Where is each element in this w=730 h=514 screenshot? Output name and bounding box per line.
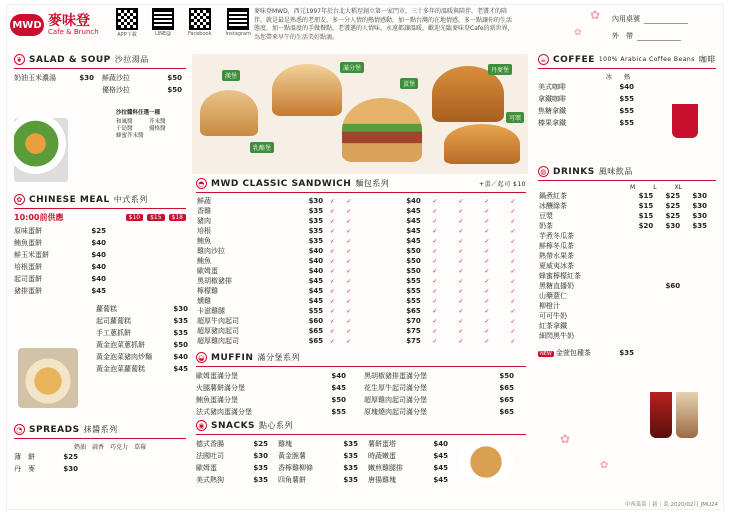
menu-item[interactable]: 鍋煮紅茶 $15 $25 $30 — [539, 192, 707, 200]
menu-item[interactable]: $55 ✓ ✓ ✓ ✓ — [406, 297, 516, 305]
menu-item[interactable]: $50 ✓ ✓ ✓ ✓ — [406, 267, 516, 275]
menu-item[interactable]: 美式咖啡 $40 — [538, 83, 634, 91]
dressing-title: 沙拉醬料任選一種 — [116, 110, 161, 116]
menu-item[interactable]: 夏威夷冰茶 — [539, 262, 574, 270]
nuggets-photo — [458, 442, 514, 482]
sandwich-table-right — [365, 196, 526, 346]
menu-item[interactable]: $70 ✓ ✓ ✓ ✓ — [406, 317, 516, 325]
footer-note: 中西菜系｜新｜菜 2020/02月 JMU24 — [624, 502, 718, 508]
menu-item[interactable]: 鮪魚蛋餅 $40 — [14, 239, 106, 247]
menu-item[interactable]: $65 ✓ ✓ ✓ ✓ — [406, 307, 516, 315]
milk-tea-photo — [676, 392, 698, 438]
menu-item[interactable]: $40 ✓ ✓ ✓ ✓ — [406, 197, 516, 205]
menu-item[interactable]: 歐姆蛋 $35 — [196, 464, 268, 472]
menu-item[interactable]: 檸檬雞 $45 ✓ ✓ — [197, 287, 352, 295]
menu-item[interactable]: 蘿蔔糕 $30 — [96, 305, 188, 313]
coffee-title-zh: 咖啡 — [698, 55, 716, 64]
bread-icon: ◔ — [14, 424, 25, 435]
menu-item[interactable]: 榛果拿鐵 $55 — [538, 119, 634, 127]
menu-item[interactable]: 雞塊 $35 — [278, 440, 358, 448]
menu-item[interactable]: 卡滋雞腿 $55 ✓ ✓ — [197, 307, 352, 315]
menu-item[interactable]: 培根蛋餅 $40 — [14, 263, 106, 271]
menu-item[interactable]: 黃金泡菜豬肉炒麵 $40 — [96, 353, 188, 361]
flower-icon: ✿ — [574, 28, 582, 38]
menu-item[interactable]: 超厚雞肉起司滿分堡 $65 — [364, 396, 514, 404]
flower-icon: ✿ — [600, 460, 609, 471]
menu-item[interactable]: 黃金泡菜蘿蔔糕 $45 — [96, 365, 188, 373]
addon-price: $10 — [126, 214, 143, 221]
menu-item[interactable]: 鮮蔬沙拉 $50 — [102, 74, 182, 82]
qr-instagram[interactable]: Instagram — [226, 8, 251, 38]
menu-item[interactable]: 起司蘿蔔糕 $35 — [96, 317, 188, 325]
menu-item[interactable]: 柳橙汁 — [539, 302, 560, 310]
qr-codes — [116, 8, 251, 38]
spreads-section: ◔ SPREADS 抹醬系列 奶油 蒜香 巧克力 草莓 薄 餅 $25 丹 麥 $30 — [14, 424, 186, 475]
menu-item[interactable]: 歐姆蛋滿分堡 $40 — [196, 372, 346, 380]
menu-item[interactable]: 鮪魚 $35 ✓ ✓ — [197, 237, 352, 245]
brand-intro: 麥味登MWD，西元1997年於台北大稻埕創立第一家門市，三十多年的溫暖與陪伴，老饕才的陪伴，就是最是熟悉的老朋友。多一分人情的熱情感動，加一點台灣的在地情感，多一點讓你的生活態度，加一點溫度的手做餐點，老饕邁的人情味，永遠都讓溫暖，歡迎光臨麥味登Cafe的新世界，為您帶來早午的生活美好點滴。 — [254, 8, 514, 41]
menu-item[interactable]: 培根 $35 ✓ ✓ — [197, 227, 352, 235]
menu-item[interactable]: 可可牛奶 — [539, 312, 567, 320]
menu-item[interactable]: 豬排蛋餅 $45 — [14, 287, 106, 295]
menu-item[interactable]: 熱帶水果茶 — [539, 252, 574, 260]
table-fields — [612, 10, 688, 44]
menu-item[interactable]: 芋煮冬瓜茶 — [539, 232, 574, 240]
sandwich-note: +蛋／起司 $10 — [479, 181, 526, 188]
menu-item[interactable]: 法式豬肉蛋滿分堡 $55 — [196, 408, 346, 416]
menu-item[interactable]: 德式香腸 $25 — [196, 440, 268, 448]
menu-item[interactable]: 黑胡椒豬排 $45 ✓ ✓ — [197, 277, 352, 285]
addon-price: $18 — [169, 214, 186, 221]
coffee-subtitle: 100% Arabica Coffee Beans — [598, 56, 695, 63]
salad-photo — [14, 118, 68, 182]
menu-item[interactable]: 鮮檸冬瓜茶 — [539, 242, 574, 250]
menu-item[interactable]: 原味蛋餅 $25 — [14, 227, 106, 235]
menu-item[interactable]: NEW 金萱包種茶 $35 — [540, 349, 634, 357]
pancake-photo — [18, 348, 78, 408]
drinks-section: ◍ DRINKS 風味飲品 M L XL 鍋煮紅茶 $15 $25 $30 冰釀綠茶 $15 $25 $30 豆漿 $15 $25 $30 奶茶 $20 $30 $35 芋煮冬瓜茶 鮮檸冬瓜茶 熱帶水果茶 夏威夷冰茶 蜂蜜檸檬紅茶 黑糖直播奶 $60 山藥薏仁 柳橙汁 可可牛奶 紅茶拿鐵 細閃黑牛奶 NEW 金萱包種茶 $35 — [538, 166, 716, 359]
menu-item[interactable]: 黃金脆薯 $35 — [278, 452, 358, 460]
menu-item[interactable]: 奶油玉米濃湯 $30 — [14, 74, 94, 82]
coffee-icon: ☕ — [538, 54, 549, 65]
menu-item[interactable]: 香雞 $35 ✓ ✓ — [197, 207, 352, 215]
menu-item[interactable]: 薄 餅 $25 — [14, 453, 78, 461]
hero-tag: 可頌 — [506, 112, 524, 123]
menu-item[interactable]: 鮮玉米蛋餅 $40 — [14, 251, 106, 259]
menu-item[interactable]: 冰釀綠茶 $15 $25 $30 — [539, 202, 707, 210]
menu-item[interactable]: 手工蔥抓餅 $35 — [96, 329, 188, 337]
takeout-label: 外 帶 — [612, 31, 633, 40]
takeout-field[interactable] — [637, 31, 681, 41]
menu-item[interactable]: 嫩煎雞腿排 $45 — [368, 464, 448, 472]
menu-item[interactable]: 鮪魚 $40 ✓ ✓ — [197, 257, 352, 265]
mwd-logo: MWD — [10, 14, 44, 36]
sandwich-section — [196, 178, 526, 346]
chinese-title-zh: 中式系列 — [113, 195, 148, 204]
menu-item[interactable]: $75 ✓ ✓ ✓ ✓ — [406, 337, 516, 345]
menu-item[interactable]: $50 ✓ ✓ ✓ ✓ — [406, 247, 516, 255]
menu-item[interactable]: 蜂蜜檸檬紅茶 — [539, 272, 581, 280]
addon-price: $15 — [147, 214, 164, 221]
brand — [10, 14, 99, 36]
sandwich-table-left — [196, 196, 357, 346]
hero-tag: 漢堡 — [222, 70, 240, 81]
menu-item[interactable]: 時蔬嫩蛋 $45 — [368, 452, 448, 460]
menu-item[interactable]: $75 ✓ ✓ ✓ ✓ — [406, 327, 516, 335]
qr-line[interactable]: LINE@ — [152, 8, 174, 38]
menu-item[interactable]: $45 ✓ ✓ ✓ ✓ — [406, 217, 516, 225]
dressing-list: 沙拉醬料任選一種 和風醬 芥末醬 千島醬 優格醬 蜂蜜芥末醬 — [116, 110, 176, 140]
dine-in-label: 內用桌號 — [612, 14, 640, 23]
menu-item[interactable]: 原塊燒肉起司滿分堡 $65 — [364, 408, 514, 416]
dine-in-field[interactable] — [644, 14, 688, 24]
menu-item[interactable]: 優格沙拉 $50 — [102, 86, 182, 94]
menu-item[interactable]: 超厚豬肉起司 $65 ✓ ✓ — [197, 327, 352, 335]
menu-item[interactable]: 薯餅蛋塔 $40 — [368, 440, 448, 448]
menu-item[interactable]: 四角薯餅 $35 — [278, 476, 358, 484]
sandwich-icon: ◓ — [196, 178, 207, 189]
chinese-title: CHINESE MEAL — [29, 194, 110, 205]
salad-title-zh: 沙拉湯品 — [114, 55, 149, 64]
sandwich-title: MWD CLASSIC SANDWICH — [211, 178, 352, 189]
brand-name-zh: 麥味登 — [48, 13, 90, 29]
menu-item[interactable]: $55 ✓ ✓ ✓ ✓ — [406, 277, 516, 285]
menu-item[interactable]: 細閃黑牛奶 — [539, 332, 574, 340]
menu-item[interactable]: $50 ✓ ✓ ✓ ✓ — [406, 257, 516, 265]
menu-item[interactable]: 黑糖直播奶 $60 — [539, 282, 681, 290]
menu-item[interactable]: 美式熱狗 $35 — [196, 476, 268, 484]
snacks-title: SNACKS — [211, 420, 256, 431]
menu-item[interactable]: 黑胡椒豬排蛋滿分堡 $50 — [364, 372, 514, 380]
spreads-title: SPREADS — [29, 424, 80, 435]
menu-item[interactable]: 法國吐司 $30 — [196, 452, 268, 460]
menu-item[interactable]: 鮮蔬 $30 ✓ ✓ — [197, 197, 352, 205]
qr-app[interactable]: APP下載 — [116, 8, 138, 38]
menu-item[interactable]: 丹 麥 $30 — [14, 465, 78, 473]
snack-icon: ◉ — [196, 420, 207, 431]
menu-item[interactable]: $45 ✓ ✓ ✓ ✓ — [406, 207, 516, 215]
menu-item[interactable]: 超厚雞肉起司 $65 ✓ ✓ — [197, 337, 352, 345]
menu-item[interactable]: 焦糖拿鐵 $55 — [538, 107, 634, 115]
drinks-table — [538, 191, 708, 341]
menu-item[interactable]: 紅茶拿鐵 — [539, 322, 567, 330]
menu-item[interactable]: 歐姆蛋 $40 ✓ ✓ — [197, 267, 352, 275]
muffin-title-zh: 滿分堡系列 — [257, 353, 300, 362]
menu-item[interactable]: 燻雞 $45 ✓ ✓ — [197, 297, 352, 305]
drink-icon: ◍ — [538, 166, 549, 177]
menu-item[interactable]: 黃金泡菜蔥抓餅 $50 — [96, 341, 188, 349]
flower-icon: ✿ — [560, 432, 571, 446]
drinks-title-zh: 風味飲品 — [598, 167, 633, 176]
menu-item[interactable]: 超厚牛肉起司 $60 ✓ ✓ — [197, 317, 352, 325]
salad-title: SALAD & SOUP — [29, 54, 111, 65]
muffin-icon: ◒ — [196, 352, 207, 363]
leaf-icon: ❦ — [14, 54, 25, 65]
serving-time: 10:00前供應 — [14, 213, 64, 222]
menu-item[interactable]: 花生厚牛起司滿分堡 $65 — [364, 384, 514, 392]
brand-name-en: Cafe & Brunch — [48, 28, 99, 36]
menu-item[interactable]: 豆漿 $15 $25 $30 — [539, 212, 707, 220]
drinks-title: DRINKS — [553, 166, 595, 177]
snacks-section — [196, 420, 526, 486]
menu-item[interactable]: 拿鐵咖啡 $55 — [538, 95, 634, 103]
coffee-title: COFFEE — [553, 54, 595, 65]
menu-item[interactable]: $45 ✓ ✓ ✓ ✓ — [406, 237, 516, 245]
hero-tag: 蛋堡 — [400, 78, 418, 89]
salad-section — [14, 54, 186, 96]
menu-item[interactable]: $45 ✓ ✓ ✓ ✓ — [406, 227, 516, 235]
sandwich-hero-photo — [192, 54, 528, 174]
menu-item[interactable]: 山藥薏仁 — [539, 292, 567, 300]
menu-item[interactable]: 奶茶 $20 $30 $35 — [539, 222, 707, 230]
hero-tag: 滿分堡 — [340, 62, 364, 73]
spreads-title-zh: 抹醬系列 — [83, 425, 118, 434]
snacks-title-zh: 點心系列 — [259, 421, 294, 430]
flower-icon: ✿ — [14, 194, 25, 205]
flower-icon: ✿ — [590, 8, 601, 22]
muffin-title: MUFFIN — [211, 352, 254, 363]
menu-item[interactable]: 香檸雞柳條 $35 — [278, 464, 358, 472]
qr-facebook[interactable]: Facebook — [188, 8, 212, 38]
menu-item[interactable]: $55 ✓ ✓ ✓ ✓ — [406, 287, 516, 295]
menu-item[interactable]: 鮪魚蛋滿分堡 $50 — [196, 396, 346, 404]
menu-item[interactable]: 唐揚雞塊 $45 — [368, 476, 448, 484]
sandwich-title-zh: 麵包系列 — [355, 179, 390, 188]
iced-tea-photo — [650, 392, 672, 438]
menu-item[interactable]: 雞肉沙拉 $40 ✓ ✓ — [197, 247, 352, 255]
coffee-section: ☕ COFFEE 100% Arabica Coffee Beans 咖啡 冰 熱 美式咖啡 $40 拿鐵咖啡 $55 焦糖拿鐵 $55 榛果拿鐵 $55 — [538, 54, 716, 127]
muffin-section — [196, 352, 526, 418]
coffee-cup-photo — [672, 104, 698, 138]
hero-tag: 乳酪堡 — [250, 142, 274, 153]
menu-item[interactable]: 火腿薯餅滿分堡 $45 — [196, 384, 346, 392]
menu-item[interactable]: 豬肉 $35 ✓ ✓ — [197, 217, 352, 225]
hero-tag: 丹麥堡 — [488, 64, 512, 75]
menu-item[interactable]: 起司蛋餅 $40 — [14, 275, 106, 283]
